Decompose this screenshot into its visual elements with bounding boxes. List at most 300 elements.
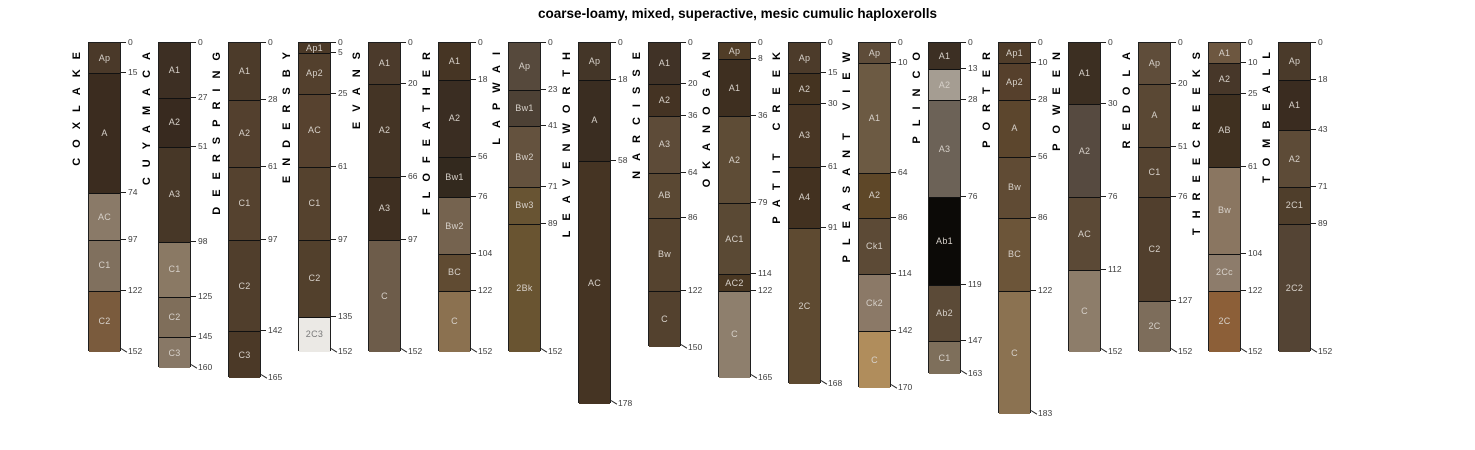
depth-tick-label: 76 (1108, 191, 1118, 202)
horizon-label: AC (1077, 228, 1092, 239)
horizon-boundary-line (859, 173, 890, 174)
depth-tick-label: 122 (688, 284, 703, 295)
horizon-boundary-line (89, 73, 120, 74)
depth-tick-label: 152 (128, 345, 143, 356)
horizon-segment (1069, 197, 1100, 270)
horizon-segment (509, 187, 540, 224)
horizon-label: A2 (1288, 153, 1301, 164)
depth-tick (751, 273, 756, 274)
depth-tick-label: 112 (1108, 264, 1122, 275)
horizon-boundary-line (649, 173, 680, 174)
depth-tick-label: 152 (1248, 345, 1263, 356)
depth-tick-label: 86 (688, 211, 698, 222)
horizon-boundary-line (719, 291, 750, 292)
horizon-segment (159, 43, 190, 98)
horizon-label: A1 (728, 82, 741, 93)
horizon-segment (929, 43, 960, 69)
horizon-segment (1139, 43, 1170, 84)
horizon-label: Bw2 (515, 151, 534, 162)
depth-tick-label: 10 (1248, 57, 1258, 68)
depth-tick-label: 0 (758, 37, 763, 47)
horizon-boundary-line (999, 157, 1030, 158)
chart-title: coarse-loamy, mixed, superactive, mesic cumulic haploxerolls (538, 6, 937, 21)
profile-name: NARCISSE (631, 42, 643, 179)
horizon-boundary-line (859, 331, 890, 332)
depth-tick (331, 239, 336, 240)
horizon-segment (929, 285, 960, 342)
horizon-segment (439, 157, 470, 198)
depth-tick-label: 122 (1038, 284, 1053, 295)
horizon-label: C1 (238, 198, 251, 209)
depth-tick-label: 165 (758, 371, 773, 382)
depth-tick-label: 147 (968, 335, 983, 346)
horizon-segment (89, 73, 120, 193)
horizon-segment (229, 100, 260, 167)
horizon-label: A (1011, 123, 1018, 134)
depth-tick (1241, 166, 1246, 167)
depth-tick (401, 42, 406, 43)
horizon-label: 2C (798, 300, 811, 311)
depth-tick-label: 163 (968, 367, 983, 378)
horizon-label: A1 (868, 113, 881, 124)
horizon-label: Ck2 (866, 297, 883, 308)
depth-tick-label: 0 (968, 37, 973, 47)
depth-tick-label: 28 (968, 93, 978, 104)
depth-tick-label: 36 (758, 110, 768, 121)
horizon-label: 2Bk (516, 282, 533, 293)
horizon-boundary-line (789, 228, 820, 229)
horizon-segment (229, 331, 260, 378)
horizon-label: C (871, 354, 878, 365)
horizon-label: A3 (798, 130, 811, 141)
depth-tick (891, 330, 896, 331)
depth-tick (191, 336, 196, 337)
depth-tick (471, 79, 476, 80)
depth-tick (1101, 42, 1106, 43)
soil-profile-column (1068, 42, 1101, 351)
horizon-label: C (381, 290, 388, 301)
depth-tick-label: 61 (828, 160, 838, 171)
depth-tick (471, 42, 476, 43)
depth-tick-label: 152 (408, 345, 423, 356)
depth-tick (331, 93, 336, 94)
depth-tick (1241, 62, 1246, 63)
depth-tick-label: 0 (1318, 37, 1323, 47)
depth-tick (681, 172, 686, 173)
profile-name: LAPWAI (491, 42, 503, 145)
horizon-label: A1 (238, 66, 251, 77)
depth-tick-label: 168 (828, 378, 843, 389)
horizon-label: C1 (1148, 166, 1161, 177)
profile-name: FLOFEATHER (421, 42, 433, 216)
depth-tick-label: 56 (1038, 150, 1048, 161)
horizon-label: A3 (938, 143, 951, 154)
depth-tick (1031, 99, 1036, 100)
depth-tick (121, 239, 126, 240)
horizon-boundary-line (299, 317, 330, 318)
horizon-label: BC (447, 267, 462, 278)
depth-tick (1171, 42, 1176, 43)
horizon-segment (509, 224, 540, 352)
horizon-label: A1 (378, 58, 391, 69)
horizon-label: A3 (378, 203, 391, 214)
horizon-boundary-line (229, 240, 260, 241)
profile-name: REDOLA (1121, 42, 1133, 149)
depth-tick (1101, 196, 1106, 197)
depth-tick (1101, 103, 1106, 104)
horizon-segment (299, 94, 330, 167)
horizon-segment (1069, 43, 1100, 104)
horizon-boundary-line (789, 73, 820, 74)
depth-tick (331, 316, 336, 317)
horizon-label: C2 (1148, 244, 1161, 255)
depth-tick (401, 348, 407, 353)
horizon-segment (369, 177, 400, 240)
horizon-boundary-line (649, 116, 680, 117)
depth-tick-label: 28 (268, 93, 278, 104)
profile-name: CUYAMACA (141, 42, 153, 186)
depth-tick (261, 166, 266, 167)
horizon-label: C2 (308, 273, 321, 284)
horizon-label: A4 (798, 192, 811, 203)
depth-tick (401, 83, 406, 84)
horizon-label: Bw1 (515, 102, 534, 113)
depth-tick-label: 97 (338, 233, 348, 244)
horizon-segment (509, 126, 540, 187)
depth-tick (611, 160, 616, 161)
horizon-boundary-line (299, 167, 330, 168)
depth-tick-label: 61 (338, 160, 348, 171)
depth-tick (751, 42, 756, 43)
depth-tick (331, 42, 336, 43)
horizon-label: C (1081, 305, 1088, 316)
horizon-segment (1279, 130, 1310, 187)
horizon-segment (1209, 291, 1240, 352)
horizon-label: Bw3 (515, 200, 534, 211)
depth-tick-label: 165 (268, 371, 283, 382)
horizon-segment (789, 104, 820, 167)
horizon-label: Ap2 (306, 68, 323, 79)
depth-tick (891, 42, 896, 43)
profile-name: EVANS (351, 42, 363, 130)
horizon-label: Bw (1007, 182, 1022, 193)
depth-tick (1171, 196, 1176, 197)
horizon-segment (649, 116, 680, 173)
depth-tick-label: 51 (198, 140, 208, 151)
depth-tick-label: 43 (1318, 124, 1328, 135)
soil-profile-column (1278, 42, 1311, 351)
soil-profile-column (88, 42, 121, 351)
horizon-boundary-line (299, 53, 330, 54)
depth-tick-label: 58 (618, 154, 628, 165)
depth-tick (541, 125, 546, 126)
depth-tick (1311, 348, 1317, 353)
horizon-label: A2 (1078, 145, 1091, 156)
horizon-label: C1 (98, 260, 111, 271)
horizon-boundary-line (159, 242, 190, 243)
horizon-segment (229, 43, 260, 100)
horizon-boundary-line (159, 337, 190, 338)
horizon-boundary-line (719, 274, 750, 275)
horizon-boundary-line (859, 274, 890, 275)
horizon-segment (439, 254, 470, 291)
horizon-boundary-line (509, 90, 540, 91)
horizon-label: A2 (168, 117, 181, 128)
horizon-segment (439, 80, 470, 157)
horizon-label: Bw (1217, 205, 1232, 216)
horizon-label: Ap (1288, 56, 1301, 67)
horizon-segment (1209, 94, 1240, 167)
depth-tick (1031, 156, 1036, 157)
depth-tick-label: 25 (1248, 87, 1258, 98)
depth-tick (1241, 93, 1246, 94)
horizon-label: A2 (658, 94, 671, 105)
depth-tick-label: 23 (548, 83, 558, 94)
depth-tick (121, 290, 126, 291)
depth-tick (821, 380, 827, 385)
horizon-segment (859, 43, 890, 63)
depth-tick-label: 97 (408, 233, 418, 244)
depth-tick-label: 122 (478, 284, 493, 295)
profile-name: COXLAKE (71, 42, 83, 166)
horizon-label: A1 (1218, 48, 1231, 59)
horizon-segment (89, 291, 120, 352)
profile-name: THREECREEKS (1191, 42, 1203, 236)
horizon-label: 2C3 (305, 329, 324, 340)
depth-tick-label: 152 (338, 345, 353, 356)
horizon-segment (159, 147, 190, 242)
horizon-boundary-line (1279, 224, 1310, 225)
horizon-segment (299, 167, 330, 240)
horizon-segment (929, 69, 960, 99)
horizon-segment (1209, 167, 1240, 254)
horizon-boundary-line (649, 218, 680, 219)
horizon-boundary-line (509, 126, 540, 127)
horizon-label: C1 (168, 264, 181, 275)
horizon-segment (439, 43, 470, 80)
horizon-boundary-line (999, 100, 1030, 101)
horizon-label: AC (307, 125, 322, 136)
depth-tick (891, 273, 896, 274)
horizon-boundary-line (229, 331, 260, 332)
horizon-segment (999, 218, 1030, 291)
depth-tick (121, 348, 127, 353)
horizon-segment (89, 193, 120, 240)
horizon-boundary-line (159, 98, 190, 99)
horizon-label: Bw (657, 249, 672, 260)
horizon-boundary-line (1139, 301, 1170, 302)
depth-tick (1171, 300, 1176, 301)
horizon-segment (789, 167, 820, 228)
horizon-label: A2 (238, 128, 251, 139)
depth-tick (471, 156, 476, 157)
horizon-segment (1069, 104, 1100, 197)
horizon-label: C (661, 314, 668, 325)
depth-tick (1311, 79, 1316, 80)
depth-tick (261, 239, 266, 240)
depth-tick-label: 0 (1108, 37, 1113, 47)
depth-tick (751, 115, 756, 116)
depth-tick (961, 284, 966, 285)
depth-tick (261, 42, 266, 43)
depth-tick (1311, 186, 1316, 187)
depth-tick-label: 119 (968, 278, 982, 289)
horizon-label: C1 (938, 352, 951, 363)
horizon-boundary-line (789, 104, 820, 105)
depth-tick-label: 89 (1318, 217, 1328, 228)
depth-tick (961, 196, 966, 197)
horizon-boundary-line (89, 240, 120, 241)
depth-tick (751, 290, 756, 291)
horizon-boundary-line (999, 218, 1030, 219)
horizon-segment (649, 218, 680, 291)
horizon-label: AC (97, 211, 112, 222)
horizon-label: A1 (658, 58, 671, 69)
horizon-boundary-line (1279, 80, 1310, 81)
horizon-label: C2 (238, 280, 251, 291)
depth-tick (961, 68, 966, 69)
horizon-label: Ap (1148, 58, 1161, 69)
horizon-label: A1 (1078, 68, 1091, 79)
horizon-boundary-line (369, 177, 400, 178)
depth-tick-label: 0 (548, 37, 553, 47)
horizon-segment (509, 43, 540, 90)
horizon-boundary-line (1279, 130, 1310, 131)
horizon-boundary-line (1069, 270, 1100, 271)
horizon-segment (649, 84, 680, 116)
horizon-segment (1279, 80, 1310, 131)
horizon-boundary-line (649, 84, 680, 85)
depth-tick (751, 374, 757, 379)
depth-tick-label: 36 (688, 110, 698, 121)
horizon-segment (229, 240, 260, 331)
depth-tick (681, 344, 687, 349)
depth-tick-label: 61 (1248, 160, 1258, 171)
horizon-boundary-line (579, 161, 610, 162)
depth-tick (191, 42, 196, 43)
horizon-segment (1139, 301, 1170, 352)
horizon-segment (369, 43, 400, 84)
depth-tick-label: 122 (758, 284, 773, 295)
horizon-boundary-line (89, 291, 120, 292)
depth-tick-label: 64 (898, 166, 908, 177)
horizon-label: A3 (168, 189, 181, 200)
depth-tick-label: 20 (688, 77, 698, 88)
depth-tick (821, 166, 826, 167)
depth-tick-label: 66 (408, 170, 418, 181)
depth-tick (891, 62, 896, 63)
depth-tick-label: 125 (198, 290, 213, 301)
horizon-label: A (591, 115, 598, 126)
horizon-label: A (1151, 110, 1158, 121)
depth-tick-label: 160 (198, 361, 213, 372)
horizon-label: A1 (168, 65, 181, 76)
horizon-boundary-line (649, 291, 680, 292)
horizon-segment (859, 173, 890, 218)
horizon-boundary-line (89, 193, 120, 194)
depth-tick-label: 152 (1108, 345, 1123, 356)
horizon-segment (1279, 43, 1310, 80)
soil-profile-column (158, 42, 191, 367)
horizon-boundary-line (509, 224, 540, 225)
horizon-segment (649, 173, 680, 218)
horizon-segment (859, 63, 890, 173)
profile-name: PATIT CREEK (771, 42, 783, 224)
horizon-segment (1279, 187, 1310, 224)
horizon-boundary-line (999, 63, 1030, 64)
soil-profile-column (228, 42, 261, 377)
depth-tick-label: 71 (548, 181, 558, 192)
depth-tick (541, 186, 546, 187)
depth-tick (541, 89, 546, 90)
horizon-boundary-line (439, 157, 470, 158)
depth-tick (1241, 290, 1246, 291)
depth-tick (261, 330, 266, 331)
depth-tick-label: 28 (1038, 93, 1048, 104)
depth-tick (1311, 223, 1316, 224)
profile-name: PLINCO (911, 42, 923, 144)
depth-tick (191, 364, 197, 369)
horizon-segment (299, 53, 330, 94)
horizon-segment (719, 291, 750, 378)
horizon-boundary-line (439, 80, 470, 81)
depth-tick (611, 400, 617, 405)
depth-tick-label: 122 (1248, 284, 1263, 295)
horizon-boundary-line (159, 297, 190, 298)
depth-tick-label: 0 (618, 37, 623, 47)
depth-tick (821, 227, 826, 228)
horizon-label: C3 (238, 349, 251, 360)
horizon-label: C (1011, 347, 1018, 358)
depth-tick-label: 25 (338, 87, 348, 98)
depth-tick (751, 58, 756, 59)
horizon-segment (789, 43, 820, 73)
depth-tick-label: 152 (1178, 345, 1193, 356)
depth-tick (681, 217, 686, 218)
depth-tick (1171, 83, 1176, 84)
horizon-label: A2 (728, 154, 741, 165)
horizon-label: A2 (798, 83, 811, 94)
horizon-boundary-line (579, 80, 610, 81)
horizon-segment (159, 98, 190, 147)
horizon-label: A2 (938, 79, 951, 90)
horizon-segment (859, 274, 890, 331)
depth-tick-label: 0 (128, 37, 133, 47)
depth-tick-label: 61 (268, 160, 278, 171)
depth-tick (1031, 290, 1036, 291)
horizon-segment (1139, 84, 1170, 147)
depth-tick (1031, 411, 1037, 416)
horizon-boundary-line (439, 197, 470, 198)
depth-tick-label: 114 (898, 268, 912, 279)
depth-tick (471, 290, 476, 291)
soil-profile-column (718, 42, 751, 377)
horizon-segment (1139, 147, 1170, 198)
depth-tick (471, 253, 476, 254)
horizon-label: C3 (168, 347, 181, 358)
horizon-segment (579, 161, 610, 405)
depth-tick-label: 0 (338, 37, 343, 47)
horizon-segment (369, 240, 400, 352)
depth-tick-label: 10 (1038, 57, 1048, 68)
depth-tick-label: 74 (128, 187, 138, 198)
depth-tick-label: 18 (478, 73, 488, 84)
profile-name: TOMBEALL (1261, 42, 1273, 183)
horizon-boundary-line (299, 240, 330, 241)
horizon-label: Ab1 (936, 235, 953, 246)
horizon-label: A2 (378, 125, 391, 136)
depth-tick (1171, 348, 1177, 353)
